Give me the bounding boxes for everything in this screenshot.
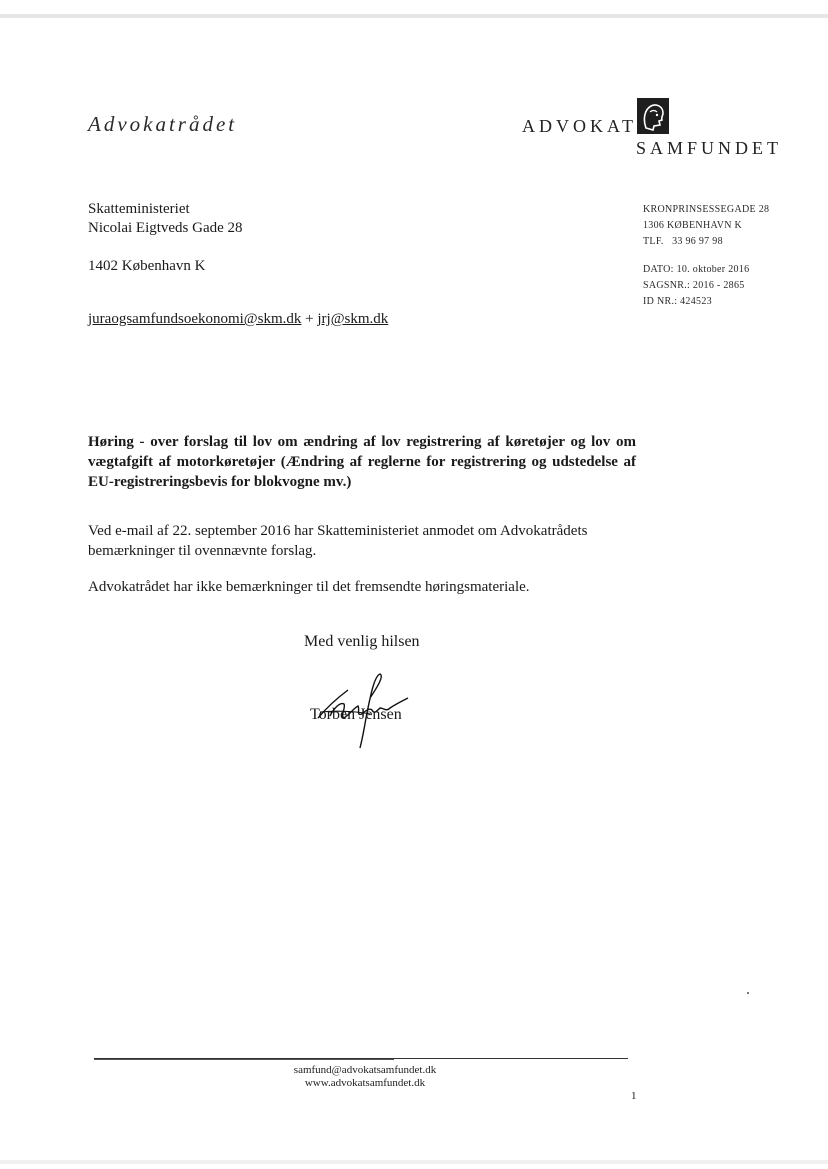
recipient-street: Nicolai Eigtveds Gade 28 xyxy=(88,220,243,236)
scan-edge-bottom xyxy=(0,1160,828,1164)
letterhead-council-name: Advokatrådet xyxy=(88,112,238,136)
recipient-name: Skatteministeriet xyxy=(88,201,190,217)
logo-text-top: ADVOKAT xyxy=(522,116,637,136)
scan-speck xyxy=(747,992,749,994)
letter-date: DATO: 10. oktober 2016 xyxy=(643,264,750,275)
case-number: SAGSNR.: 2016 - 2865 xyxy=(643,280,745,291)
footer-divider-accent xyxy=(94,1059,394,1060)
recipient-emails xyxy=(88,311,388,328)
footer-email[interactable]: samfund@advokatsamfundet.dk xyxy=(293,1064,437,1076)
scan-edge-top xyxy=(0,14,828,18)
footer-website[interactable]: www.advokatsamfundet.dk xyxy=(304,1077,426,1089)
email-separator: + xyxy=(301,311,318,327)
profile-head-icon xyxy=(637,98,669,134)
recipient-city: 1402 København K xyxy=(88,258,206,274)
email-link-primary[interactable]: juraogsamfundsoekonomi@skm.dk xyxy=(88,311,302,327)
email-link-secondary[interactable]: jrj@skm.dk xyxy=(317,311,389,327)
id-number: ID NR.: 424523 xyxy=(643,296,712,307)
page-number: 1 xyxy=(631,1090,637,1102)
handwritten-signature xyxy=(300,668,430,752)
sender-phone: TLF. 33 96 97 98 xyxy=(643,236,723,247)
sender-city: 1306 KØBENHAVN K xyxy=(643,220,743,231)
letter-subject: Høring - over forslag til lov om ændring af lov registrering af køretøjer og lov om vægtafgift af motorkøretøjer (Ændring af reglerne for registrering og udstedelse af EU-registreringsbevis for blokvogne mv.) xyxy=(88,434,636,490)
sender-street: KRONPRINSESSEGADE 28 xyxy=(643,204,770,215)
body-paragraph-2: Advokatrådet har ikke bemærkninger til det fremsendte høringsmateriale. xyxy=(88,579,530,595)
closing-greeting: Med venlig hilsen xyxy=(304,633,420,650)
signatory-name: Torben Jensen xyxy=(310,706,402,723)
body-paragraph-1: Ved e-mail af 22. september 2016 har Skatteministeriet anmodet om Advokatrådets bemærkninger til ovennævnte forslag. xyxy=(88,523,588,559)
logo-text-bottom: SAMFUNDET xyxy=(636,138,783,158)
